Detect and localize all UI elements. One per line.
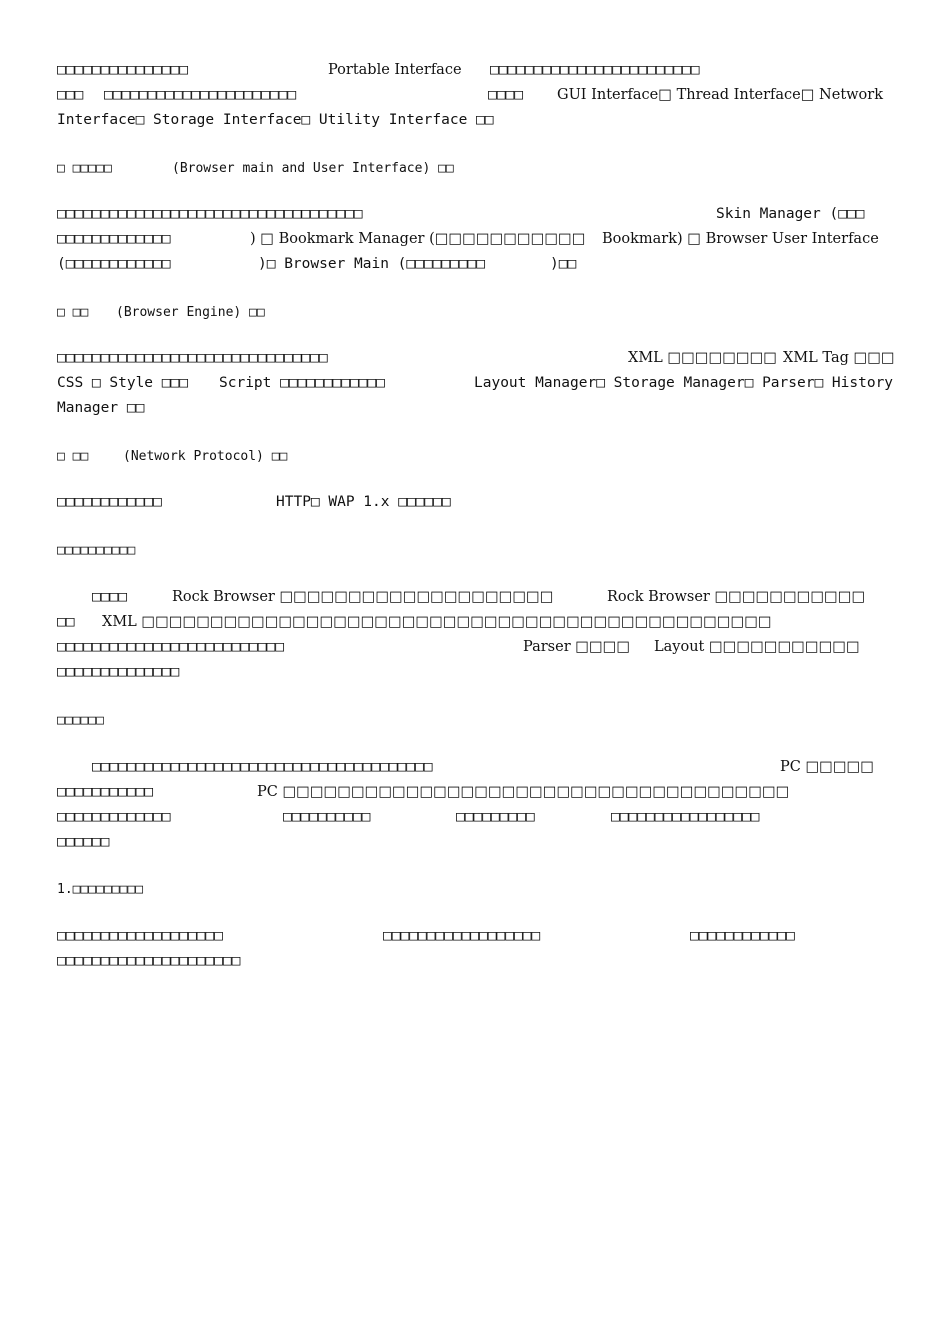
text-line-1-c: □□□□□□□□□□□□□□□□□□□□□□□□ <box>490 62 700 78</box>
section-heading-4: □□□□□□□□□□ <box>57 543 136 558</box>
text-line-15-c: Rock Browser □□□□□□□□□□□ <box>607 589 866 605</box>
section-heading-5: □□□□□□ <box>57 713 104 728</box>
text-line-9-c: XML Tag □□□ <box>783 350 895 366</box>
text-line-10-c: Layout Manager□ Storage Manager□ Parser□ History <box>474 375 894 391</box>
text-line-3: Interface□ Storage Interface□ Utility Interface □□ <box>57 112 494 128</box>
text-line-1-a: □□□□□□□□□□□□□□□ <box>57 62 188 78</box>
text-line-25-c: □□□□□□□□□□□□ <box>690 928 795 944</box>
text-line-13-b: HTTP□ WAP 1.x □□□□□□ <box>276 494 451 510</box>
text-line-13-a: □□□□□□□□□□□□ <box>57 494 162 510</box>
text-line-9-a: □□□□□□□□□□□□□□□□□□□□□□□□□□□□□□□ <box>57 350 328 366</box>
section-heading-network-protocol-num: □ □□ <box>57 449 89 464</box>
text-line-16-b: XML □□□□□□□□□□□□□□□□□□□□□□□□□□□□□□□□□□□□□□□□□□□□□□ <box>102 614 772 630</box>
text-line-22-d: □□□□□□□□□□□□□□□□□ <box>611 809 760 825</box>
text-line-2-c: □□□□ <box>488 87 523 103</box>
text-line-25-a: □□□□□□□□□□□□□□□□□□□ <box>57 928 223 944</box>
text-line-7-b: )□ Browser Main (□□□□□□□□□ <box>258 256 485 272</box>
text-line-22-a: □□□□□□□□□□□□□ <box>57 809 171 825</box>
text-line-1-b: Portable Interface <box>328 62 462 78</box>
text-line-2-d: GUI Interface□ Thread Interface□ Network <box>557 87 884 103</box>
text-line-11: Manager □□ <box>57 400 145 416</box>
text-line-2-b: □□□□□□□□□□□□□□□□□□□□□□ <box>104 87 297 103</box>
text-line-16-a: □□ <box>57 614 75 630</box>
text-line-6-b: ) □ Bookmark Manager (□□□□□□□□□□□ <box>250 231 586 247</box>
text-line-5-b: Skin Manager (□□□ <box>716 206 865 222</box>
text-line-15-b: Rock Browser □□□□□□□□□□□□□□□□□□□□ <box>172 589 554 605</box>
section-heading-browser-engine-num: □ □□ <box>57 305 89 320</box>
text-line-18: □□□□□□□□□□□□□□ <box>57 664 180 680</box>
text-line-22-c: □□□□□□□□□ <box>456 809 535 825</box>
text-line-22-b: □□□□□□□□□□ <box>283 809 371 825</box>
section-heading-numbered-1: 1.□□□□□□□□□ <box>57 882 144 897</box>
text-line-23: □□□□□□ <box>57 834 110 850</box>
section-heading-browser-main-num: □ □□□□□ <box>57 161 112 176</box>
section-heading-browser-main: (Browser main and User Interface) □□ <box>172 161 454 176</box>
text-line-20-b: PC □□□□□ <box>780 759 874 775</box>
text-line-17-c: Layout □□□□□□□□□□□ <box>654 639 860 655</box>
text-line-10-a: CSS □ Style □□□ <box>57 375 188 391</box>
text-line-20-a: □□□□□□□□□□□□□□□□□□□□□□□□□□□□□□□□□□□□□□□ <box>92 759 433 775</box>
text-line-15-a: □□□□ <box>92 589 127 605</box>
text-line-17-a: □□□□□□□□□□□□□□□□□□□□□□□□□□ <box>57 639 284 655</box>
text-line-21-b: PC □□□□□□□□□□□□□□□□□□□□□□□□□□□□□□□□□□□□□ <box>257 784 790 800</box>
text-line-6-a: □□□□□□□□□□□□□ <box>57 231 171 247</box>
section-heading-network-protocol: (Network Protocol) □□ <box>123 449 288 464</box>
text-line-6-c: Bookmark) □ Browser User Interface <box>602 231 879 247</box>
text-line-2-a: □□□ <box>57 87 84 103</box>
text-line-7-a: (□□□□□□□□□□□□ <box>57 256 171 272</box>
text-line-10-b: Script □□□□□□□□□□□□ <box>219 375 385 391</box>
text-line-17-b: Parser □□□□ <box>523 639 631 655</box>
text-line-9-b: XML □□□□□□□□ <box>628 350 778 366</box>
section-heading-browser-engine: (Browser Engine) □□ <box>116 305 265 320</box>
text-line-21-a: □□□□□□□□□□□ <box>57 784 154 800</box>
text-line-7-c: )□□ <box>550 256 577 272</box>
text-line-26: □□□□□□□□□□□□□□□□□□□□□ <box>57 953 241 969</box>
text-line-5-a: □□□□□□□□□□□□□□□□□□□□□□□□□□□□□□□□□□□ <box>57 206 363 222</box>
text-line-25-b: □□□□□□□□□□□□□□□□□□ <box>383 928 541 944</box>
